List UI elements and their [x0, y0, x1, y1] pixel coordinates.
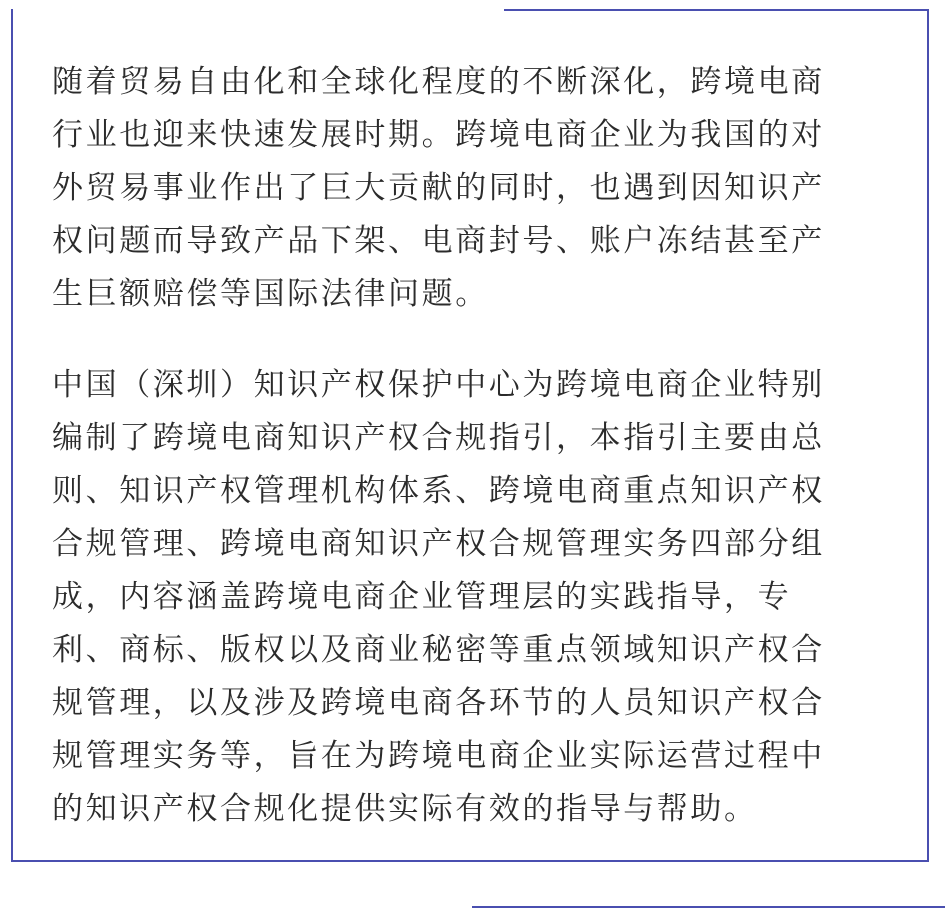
paragraph-line: 中国（深圳）知识产权保护中心为跨境电商企业特别	[52, 367, 825, 403]
bottom-divider-line	[472, 906, 945, 908]
paragraph-line: 规管理实务等，旨在为跨境电商企业实际运营过程中	[52, 738, 825, 774]
paragraph-line: 行业也迎来快速发展时期。跨境电商企业为我国的对	[52, 117, 825, 153]
paragraph-line: 权问题而导致产品下架、电商封号、账户冻结甚至产	[52, 223, 825, 259]
paragraph-line: 利、商标、版权以及商业秘密等重点领域知识产权合	[52, 632, 825, 668]
paragraph-line: 生巨额赔偿等国际法律问题。	[52, 276, 489, 312]
paragraph-line: 则、知识产权管理机构体系、跨境电商重点知识产权	[52, 473, 825, 509]
paragraph-line: 合规管理、跨境电商知识产权合规管理实务四部分组	[52, 526, 825, 562]
paragraph-line: 规管理，以及涉及跨境电商各环节的人员知识产权合	[52, 685, 825, 721]
paragraph-line: 外贸易事业作出了巨大贡献的同时，也遇到因知识产	[52, 170, 825, 206]
paragraph-1	[52, 56, 902, 321]
frame-top-line	[504, 9, 929, 11]
paragraph-line: 成，内容涵盖跨境电商企业管理层的实践指导，专	[52, 579, 792, 615]
paragraph-2	[52, 359, 902, 836]
paragraph-line: 随着贸易自由化和全球化程度的不断深化，跨境电商	[52, 64, 825, 100]
paragraph-line: 编制了跨境电商知识产权合规指引，本指引主要由总	[52, 420, 825, 456]
paragraph-line: 的知识产权合规化提供实际有效的指导与帮助。	[52, 791, 758, 827]
